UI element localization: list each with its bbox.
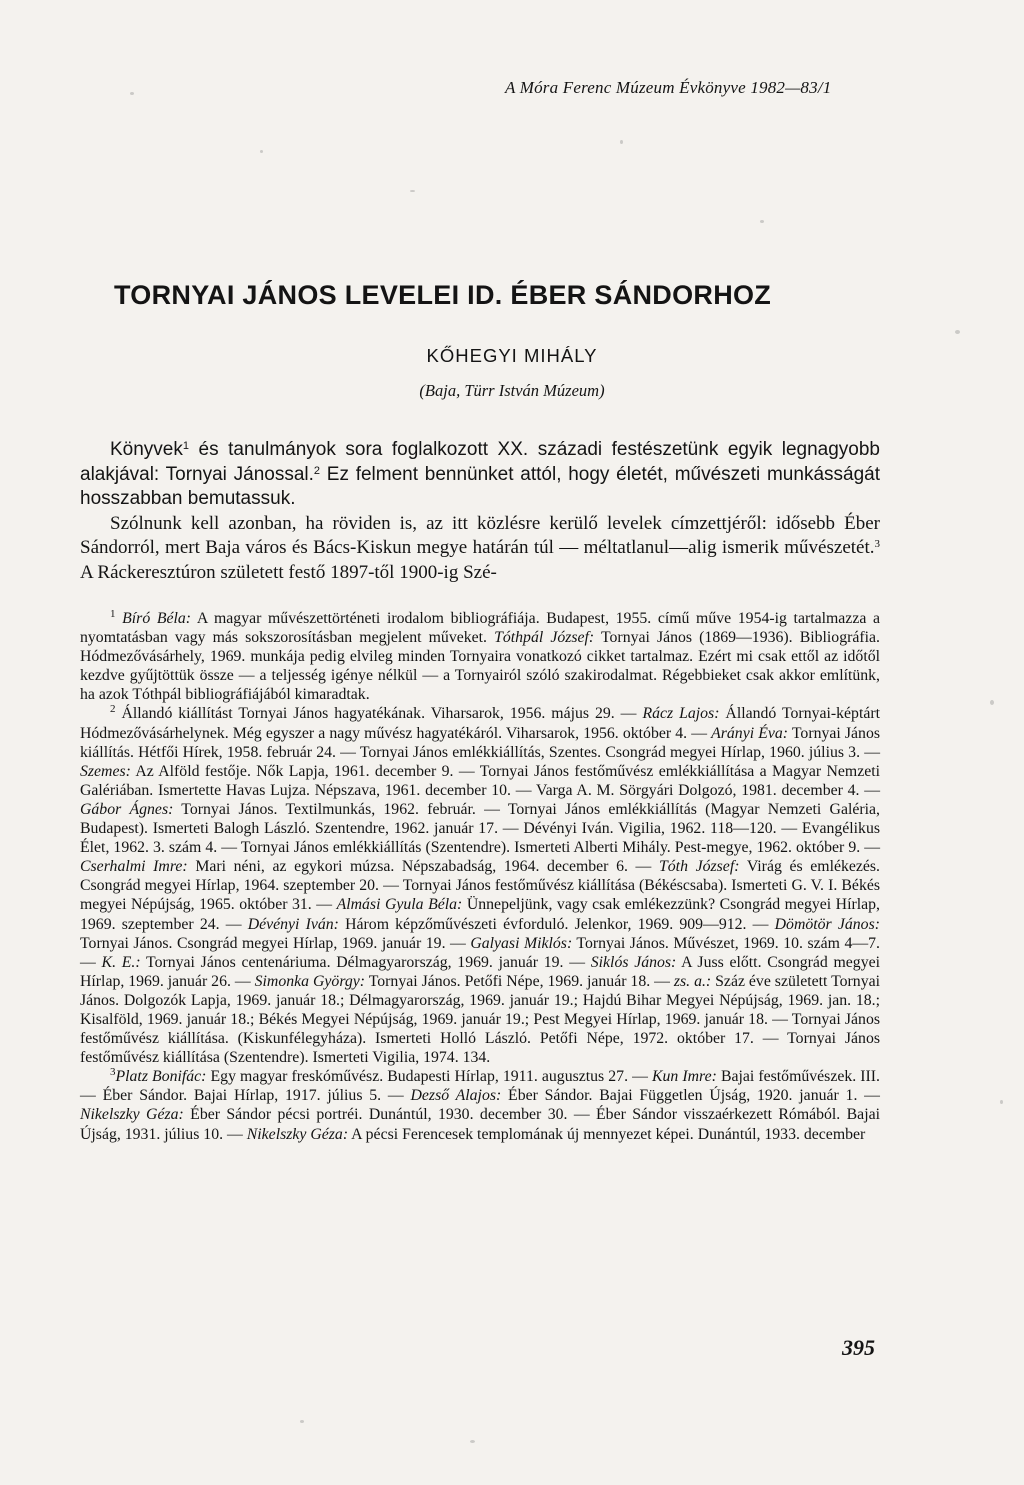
cited-author: Almási Gyula Béla:: [336, 896, 463, 914]
text-run: Egy magyar freskóművész. Budapesti Hírlap, 1911. augusztus 27. —: [206, 1068, 652, 1086]
text-run: A pécsi Ferencesek templomának új mennyezet képei. Dunántúl, 1933. december: [348, 1125, 866, 1143]
footnote-3: [80, 1067, 880, 1143]
page-number: 395: [842, 1335, 875, 1360]
body-paragraph-2: [80, 512, 880, 586]
scan-speck: [955, 330, 960, 334]
text-run: Éber Sándor. Bajai Független Újság, 1920. január 1. —: [501, 1087, 880, 1105]
footnote-ref-1: 1: [182, 440, 189, 452]
footnote-number: 1: [110, 608, 116, 620]
cited-author: Galyasi Miklós:: [470, 934, 573, 952]
text-run: Állandó kiállítást Tornyai János hagyatékának. Viharsarok, 1956. május 29. —: [115, 705, 643, 723]
cited-author: Dévényi Iván:: [247, 915, 339, 933]
cited-author: Kun Imre:: [651, 1068, 717, 1086]
text-run: Három képzőművészeti évforduló. Jelenkor, 1969. 909—912. —: [338, 915, 775, 933]
scan-speck: [760, 220, 764, 223]
text-run: Mari néni, az egykori múzsa. Népszabadság, 1964. december 6. —: [187, 858, 659, 876]
cited-author: Tóthpál József:: [494, 629, 595, 647]
body-text: [80, 438, 880, 585]
cited-author: Szemes:: [80, 762, 131, 780]
scan-speck: [990, 700, 994, 705]
text-run: Tornyai János kiállítás. Hétfői Hírek, 1958. február 24. — Tornyai János emlékkiállítás, Szentes. Csongrád megyei Hírlap, 1960. július 3. —: [80, 724, 880, 761]
text-run: A Juss előtt. Csongrád megyei Hírlap, 1969. január 26. —: [80, 953, 881, 990]
cited-author: Cserhalmi Imre:: [80, 858, 188, 876]
scan-speck: [130, 92, 134, 95]
footnotes: [80, 609, 880, 1144]
scan-speck: [1000, 1100, 1003, 1104]
footnote-number: 2: [110, 703, 116, 716]
text-run: Tornyai János. Textilmunkás, 1962. február. — Tornyai János emlékkiállítás (Magyar Nemzeti Galéria, Budapest). Ismerteti Balogh László. Szentendre, 1962. január 17. — Dévényi Iván. Vigilia, 1962. 118—120. — Evangélikus Élet, 1962. 3. szám 4. — Tornyai János emlékkiállítás (Szentendre). Ismerteti Alberti Mihály. Pest-megye, 1962. október 9. —: [80, 800, 880, 857]
cited-author: Siklós János:: [590, 953, 677, 971]
running-head: A Móra Ferenc Múzeum Évkönyve 1982—83/1: [505, 78, 832, 97]
body-paragraph-1: [80, 438, 880, 512]
text-run: Állandó Tornyai-képtárt Hódmezővásárhelynek. Még egyszer a nagy művész hagyatékáról. Viharsarok, 1956. október 4. —: [80, 705, 881, 742]
text-run: Tornyai János. Petőfi Népe, 1969. január 18. —: [365, 972, 674, 990]
text-run: Éber Sándor pécsi portréi. Dunántúl, 1930. december 30. — Éber Sándor visszaérkezett Rómából. Bajai Újság, 1931. július 10. —: [80, 1106, 880, 1143]
scan-speck: [620, 140, 623, 144]
cited-author: Dömötör János:: [774, 915, 880, 933]
footnote-2: [80, 704, 880, 1067]
cited-author: Simonka György:: [254, 972, 366, 990]
text-run: Szólnunk kell azonban, ha röviden is, az itt közlésre kerülő levelek címzettjéről: idősebb Éber Sándorról, mert Baja város és Bács-Kiskun megye határán túl — méltatlanul—alig ismerik művészetét.: [80, 512, 880, 558]
cited-author: Platz Bonifác:: [115, 1068, 207, 1086]
text-run: Tornyai János centenáriuma. Délmagyarország, 1969. január 19. —: [140, 953, 591, 971]
cited-author: Bíró Béla:: [122, 610, 192, 627]
text-run: A Ráckeresztúron született festő 1897-től 1900-ig Szé-: [80, 561, 497, 583]
text-run: Az Alföld festője. Nők Lapja, 1961. december 9. — Tornyai János festőművész emlékkiállítása a Magyar Nemzeti Galériában. Ismertette Havas Lujza. Népszava, 1961. december 10. — Varga A. M. Sörgyári Dolgozó, 1981. december 4. —: [80, 762, 880, 799]
cited-author: Nikelszky Géza:: [80, 1106, 184, 1124]
text-run: Bajai festőművészek. III. — Éber Sándor. Bajai Hírlap, 1917. július 5. —: [80, 1068, 880, 1105]
cited-author: Nikelszky Géza:: [246, 1125, 349, 1143]
text-run: Könyvek: [110, 439, 183, 460]
footnote-ref-2: 2: [313, 464, 321, 477]
text-run: Tornyai János (1869—1936). Bibliográfia. Hódmezővásárhely, 1969. munkája pedig elvileg minden Tornyaira vonatkozó cikket tartalmaz. Ezért mi csak ettől az időtől kezdve gyűjtöttük össze — a teljesség igénye nélkül — a Tornyairól szóló szakirodalmat. Régebbieket csak akkor említünk, ha azok Tóthpál bibliográfiájából kimaradtak.: [80, 629, 880, 704]
cited-author: K. E.:: [101, 953, 141, 971]
cited-author: Gábor Ágnes:: [80, 800, 174, 818]
scan-speck: [300, 1420, 304, 1423]
cited-author: Rácz Lajos:: [642, 705, 720, 723]
text-run: és tanulmányok sora foglalkozott XX. századi festészetünk egyik legnagyobb alakjával: Tornyai Jánossal.: [80, 439, 880, 485]
footnote-1: [80, 609, 880, 704]
text-run: Ünnepeljünk, vagy csak emlékezzünk? Csongrád megyei Hírlap, 1969. szeptember 24. —: [80, 896, 880, 933]
text-run: Száz éve született Tornyai János. Dolgozók Lapja, 1969. január 18.; Délmagyarország, 1969. január 19.; Hajdú Bihar Megyei Népújság, 1969. jan. 18.; Kisalföld, 1969. január 18.; Békés Megyei Népújság, 1969. január 19.; Pest Megyei Hírlap, 1969. január 18. — Tornyai János festőművész kiállítása. (Kiskunfélegyháza). Ismerteti Holló László. Petőfi Népe, 1972. október 17. — Tornyai János festőművész kiállítása (Szentendre). Ismerteti Vigilia, 1974. 134.: [80, 972, 880, 1067]
author-name: KŐHEGYI MIHÁLY: [426, 345, 598, 366]
text-run: Tornyai János. Művészet, 1969. 10. szám 4—7. —: [80, 934, 880, 971]
text-run: Virág és emlékezés. Csongrád megyei Hírlap, 1964. szeptember 20. — Tornyai János festőművész kiállítása (Békéscsaba). Ismerteti G. V. I. Békés megyei Népújság, 1965. október 31. —: [80, 858, 881, 914]
cited-author: Arányi Éva:: [711, 724, 789, 742]
footnote-number: 3: [110, 1066, 116, 1079]
article-title: TORNYAI JÁNOS LEVELEI ID. ÉBER SÁNDORHOZ: [114, 280, 772, 310]
footnote-ref-3: 3: [874, 538, 880, 550]
cited-author: Tóth József:: [659, 858, 740, 876]
cited-author: zs. a.:: [673, 972, 712, 990]
text-run: Ez felment bennünket attól, hogy életét, művészeti munkásságát hosszabban bemutassuk.: [80, 463, 880, 509]
scan-speck: [410, 190, 415, 192]
scan-speck: [260, 150, 263, 153]
scan-speck: [470, 1440, 475, 1443]
text-run: A magyar művészettörténeti irodalom bibliográfiája. Budapest, 1955. című műve 1954-ig tartalmazza a nyomtatásban vagy más sokszorosításban megjelent műveket.: [80, 610, 880, 647]
author-affiliation: (Baja, Türr István Múzeum): [419, 381, 605, 400]
text-run: Tornyai János. Csongrád megyei Hírlap, 1969. január 19. —: [80, 934, 471, 952]
cited-author: Dezső Alajos:: [410, 1087, 502, 1105]
